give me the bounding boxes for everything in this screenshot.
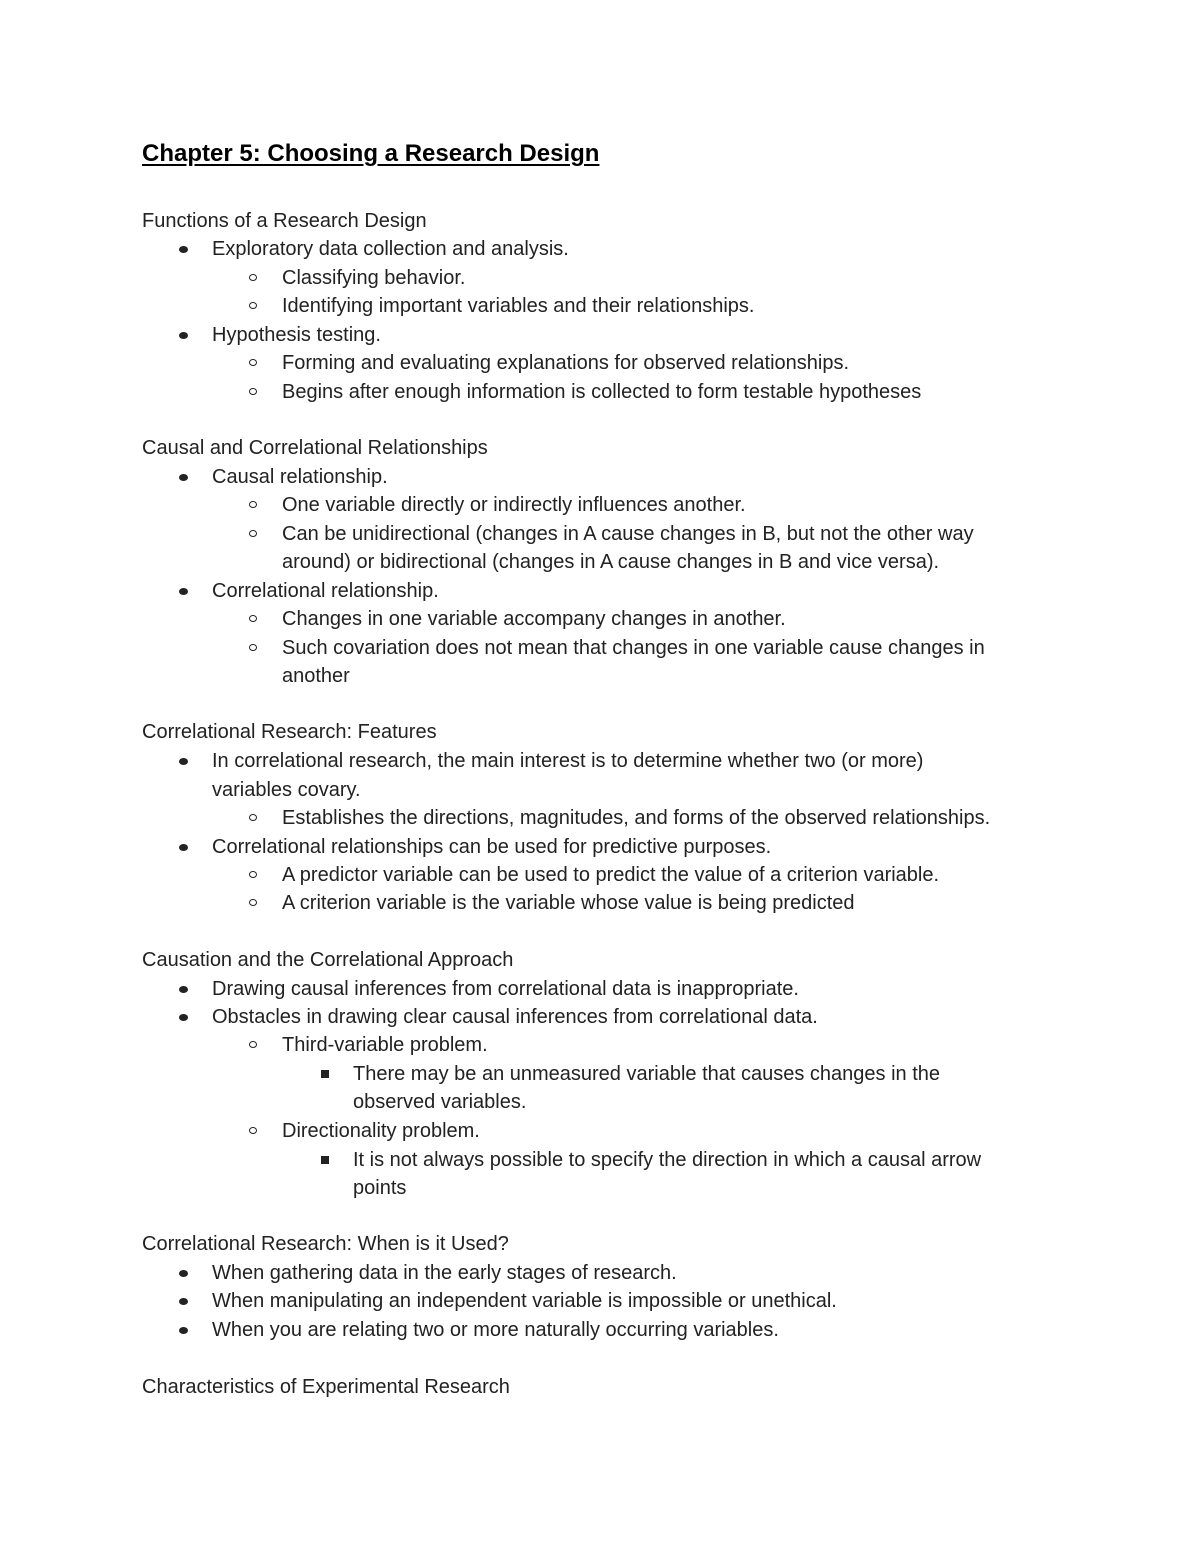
sub-list-item xyxy=(282,378,921,406)
circle-bullet-icon xyxy=(249,1127,257,1134)
sub-list-item-text: Directionality problem. xyxy=(282,1120,480,1142)
list-item-text: Correlational relationships can be used for predictive purposes. xyxy=(212,836,772,858)
sub-list-item xyxy=(282,520,974,548)
list-item xyxy=(212,321,381,349)
circle-bullet-icon xyxy=(249,814,257,821)
list-item-text: Hypothesis testing. xyxy=(212,324,381,346)
square-bullet-icon xyxy=(321,1070,329,1078)
circle-bullet-icon xyxy=(249,871,257,878)
circle-bullet-icon xyxy=(249,359,257,366)
circle-bullet-icon xyxy=(249,615,257,622)
list-item-text: Causal relationship. xyxy=(212,466,388,488)
circle-bullet-icon xyxy=(249,302,257,309)
sub-list-item-text: Third-variable problem. xyxy=(282,1034,488,1056)
circle-bullet-icon xyxy=(249,899,257,906)
sub-list-item-text: Forming and evaluating explanations for observed relationships. xyxy=(282,352,850,374)
sub-list-item-text: One variable directly or indirectly influences another. xyxy=(282,494,746,516)
sub-list-item-continuation: another xyxy=(282,665,350,687)
disc-bullet-icon xyxy=(179,474,188,481)
sub-list-item xyxy=(282,605,786,633)
list-item-text: When gathering data in the early stages of research. xyxy=(212,1262,677,1284)
list-item xyxy=(212,463,388,491)
circle-bullet-icon xyxy=(249,274,257,281)
list-item-text: Correlational relationship. xyxy=(212,580,439,602)
sub-list-item xyxy=(282,491,746,519)
sub-list-item xyxy=(282,349,849,377)
list-item-text: When manipulating an independent variable is impossible or unethical. xyxy=(212,1290,837,1312)
list-item-text: Exploratory data collection and analysis. xyxy=(212,238,569,260)
sub-sub-list-item-continuation: observed variables. xyxy=(353,1091,527,1113)
sub-list-item xyxy=(282,1031,488,1059)
circle-bullet-icon xyxy=(249,644,257,651)
section-heading: Causal and Correlational Relationships xyxy=(142,437,488,459)
sub-list-item-continuation: around) or bidirectional (changes in A cause changes in B and vice versa). xyxy=(282,551,940,573)
circle-bullet-icon xyxy=(249,388,257,395)
disc-bullet-icon xyxy=(179,1327,188,1334)
list-item-text: Drawing causal inferences from correlational data is inappropriate. xyxy=(212,978,799,1000)
section-heading: Causation and the Correlational Approach xyxy=(142,949,514,971)
section-heading: Characteristics of Experimental Research xyxy=(142,1376,510,1398)
sub-list-item-text: Classifying behavior. xyxy=(282,267,466,289)
sub-list-item xyxy=(282,264,465,292)
list-item xyxy=(212,235,569,263)
sub-list-item-text: A predictor variable can be used to predict the value of a criterion variable. xyxy=(282,864,940,886)
sub-list-item-text: Identifying important variables and their relationships. xyxy=(282,295,755,317)
square-bullet-icon xyxy=(321,1156,329,1164)
sub-list-item xyxy=(282,292,754,320)
list-item xyxy=(212,1003,818,1031)
disc-bullet-icon xyxy=(179,844,188,851)
disc-bullet-icon xyxy=(179,1270,188,1277)
disc-bullet-icon xyxy=(179,758,188,765)
sub-list-item-text: Can be unidirectional (changes in A cause changes in B, but not the other way xyxy=(282,523,974,545)
disc-bullet-icon xyxy=(179,588,188,595)
section-heading: Correlational Research: When is it Used? xyxy=(142,1233,509,1255)
list-item xyxy=(212,1287,837,1315)
list-item-text: In correlational research, the main interest is to determine whether two (or more) xyxy=(212,750,924,772)
list-item xyxy=(212,1259,677,1287)
sub-list-item xyxy=(282,634,985,662)
sub-sub-list-item-text: There may be an unmeasured variable that causes changes in the xyxy=(353,1063,941,1085)
sub-sub-list-item-continuation: points xyxy=(353,1177,407,1199)
sub-list-item-text: Changes in one variable accompany changes in another. xyxy=(282,608,786,630)
circle-bullet-icon xyxy=(249,1041,257,1048)
list-item-text: Obstacles in drawing clear causal inferences from correlational data. xyxy=(212,1006,818,1028)
list-item-continuation: variables covary. xyxy=(212,779,361,801)
disc-bullet-icon xyxy=(179,986,188,993)
section-heading: Functions of a Research Design xyxy=(142,210,427,232)
sub-list-item xyxy=(282,861,939,889)
section-heading: Correlational Research: Features xyxy=(142,721,437,743)
circle-bullet-icon xyxy=(249,501,257,508)
list-item xyxy=(212,975,799,1003)
list-item xyxy=(212,833,771,861)
disc-bullet-icon xyxy=(179,332,188,339)
disc-bullet-icon xyxy=(179,1014,188,1021)
sub-sub-list-item xyxy=(353,1146,981,1174)
sub-list-item xyxy=(282,804,990,832)
sub-list-item xyxy=(282,889,855,917)
sub-list-item-text: A criterion variable is the variable whose value is being predicted xyxy=(282,892,855,914)
list-item xyxy=(212,747,923,775)
sub-list-item-text: Such covariation does not mean that changes in one variable cause changes in xyxy=(282,637,985,659)
sub-list-item-text: Begins after enough information is collected to form testable hypotheses xyxy=(282,381,922,403)
sub-sub-list-item xyxy=(353,1060,940,1088)
list-item xyxy=(212,577,439,605)
list-item-text: When you are relating two or more naturally occurring variables. xyxy=(212,1319,779,1341)
sub-sub-list-item-text: It is not always possible to specify the direction in which a causal arrow xyxy=(353,1149,982,1171)
disc-bullet-icon xyxy=(179,1298,188,1305)
sub-list-item-text: Establishes the directions, magnitudes, and forms of the observed relationships. xyxy=(282,807,991,829)
sub-list-item xyxy=(282,1117,480,1145)
page-title: Chapter 5: Choosing a Research Design xyxy=(142,140,600,167)
circle-bullet-icon xyxy=(249,530,257,537)
disc-bullet-icon xyxy=(179,246,188,253)
list-item xyxy=(212,1316,779,1344)
